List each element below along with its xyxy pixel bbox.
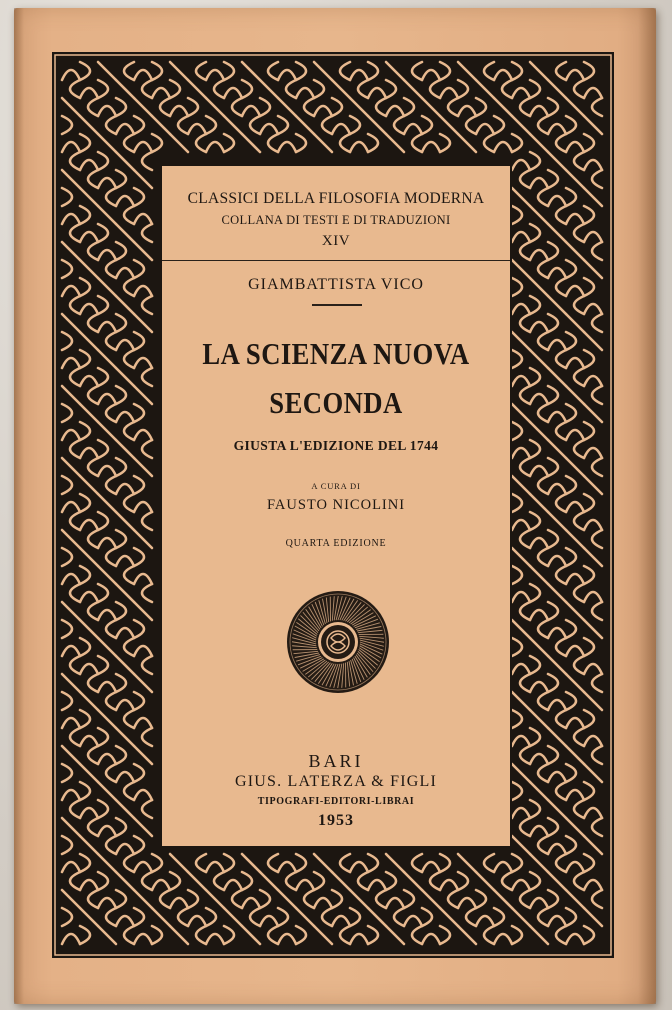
author-name: GIAMBATTISTA VICO bbox=[248, 276, 424, 293]
book-cover bbox=[14, 8, 656, 1004]
spine-shadow bbox=[14, 8, 24, 1004]
series-title: CLASSICI DELLA FILOSOFIA MODERNA bbox=[187, 190, 485, 207]
publisher-city: BARI bbox=[308, 751, 364, 771]
book-title-line-1: LA SCIENZA NUOVA bbox=[202, 336, 470, 371]
page-edge-shadow bbox=[638, 8, 656, 1004]
edition-label: QUARTA EDIZIONE bbox=[285, 538, 387, 549]
publisher-trades: TIPOGRAFI-EDITORI-LIBRAI bbox=[257, 796, 415, 807]
series-number: XIV bbox=[321, 233, 351, 249]
divider-rule bbox=[312, 304, 362, 306]
title-panel bbox=[160, 164, 512, 848]
series-header bbox=[162, 166, 510, 261]
edition-note: GIUSTA L'EDIZIONE DEL 1744 bbox=[233, 438, 439, 453]
series-subtitle: COLLANA DI TESTI E DI TRADUZIONI bbox=[221, 213, 451, 227]
editor-name: FAUSTO NICOLINI bbox=[266, 497, 406, 513]
publication-year: 1953 bbox=[318, 812, 354, 829]
editor-prefix: A CURA DI bbox=[311, 481, 361, 491]
publisher-emblem-icon bbox=[286, 590, 390, 694]
publisher-name: GIUS. LATERZA & FIGLI bbox=[234, 773, 438, 790]
book-title-line-2: SECONDA bbox=[269, 385, 403, 420]
